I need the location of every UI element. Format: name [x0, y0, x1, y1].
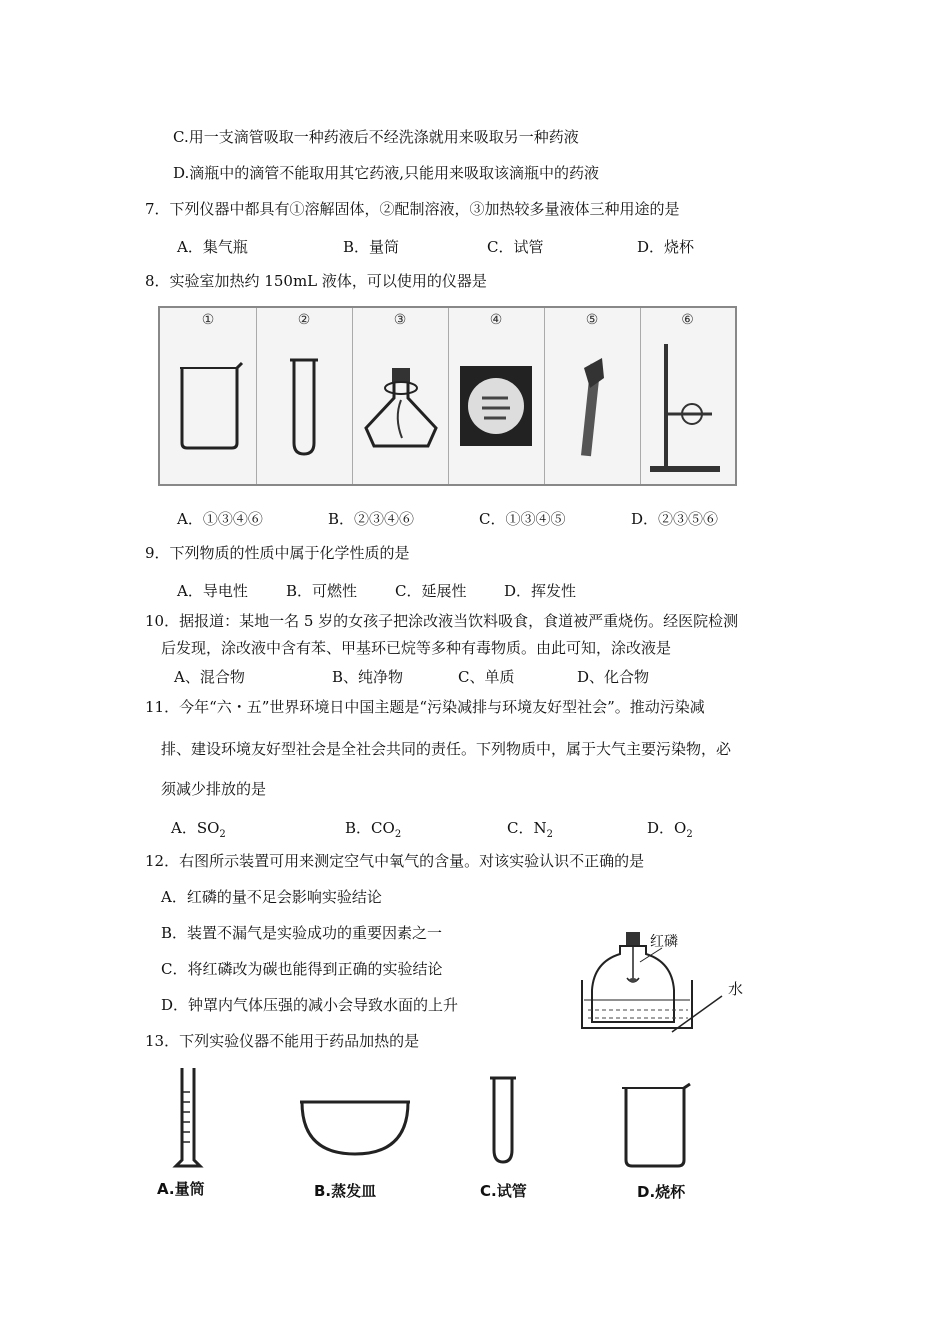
- q8-cell-number: ②: [297, 312, 311, 328]
- q7-option-a: A．集气瓶: [177, 238, 248, 256]
- beaker-icon: [622, 1084, 690, 1166]
- q12-option-d: D．钟罩内气体压强的减小会导致水面的上升: [161, 996, 459, 1014]
- q8-cell-number: ⑥: [681, 312, 694, 328]
- q8-cell-number: ⑤: [585, 312, 599, 328]
- q13-label-c: C.试管: [480, 1182, 527, 1200]
- q8-cell-4: [448, 308, 545, 484]
- question-9: 9．下列物质的性质中属于化学性质的是: [145, 544, 410, 562]
- q8-option-b: B．②③④⑥: [328, 510, 415, 528]
- alcohol-lamp-icon: [352, 308, 448, 484]
- q13-label-a: A.量筒: [157, 1180, 205, 1198]
- q12-bell-jar-figure: [580, 918, 780, 1038]
- q13-label-d: D.烧杯: [637, 1183, 686, 1201]
- wire-gauze-icon: [448, 308, 544, 484]
- question-11-line-3: 须减少排放的是: [161, 780, 267, 798]
- evaporating-dish-icon: [300, 1102, 410, 1154]
- q12-option-c: C．将红磷改为碳也能得到正确的实验结论: [161, 960, 443, 978]
- q9-option-c: C．延展性: [395, 582, 467, 600]
- q8-cell-number: ④: [489, 312, 503, 328]
- q8-apparatus-figure: [158, 306, 737, 486]
- option-line-d: D.滴瓶中的滴管不能取用其它药液,只能用来吸取该滴瓶中的药液: [173, 164, 600, 182]
- q10-option-c: C、单质: [458, 668, 515, 686]
- q7-option-c: C．试管: [487, 238, 544, 256]
- option-line-c: C.用一支滴管吸取一种药液后不经洗涤就用来吸取另一种药液: [173, 128, 579, 146]
- q10-option-a: A、混合物: [174, 668, 245, 686]
- q11-option-d: D．$O_2$: [647, 819, 693, 840]
- q8-cell-number: ①: [201, 312, 215, 328]
- q8-option-c: C．①③④⑤: [479, 510, 566, 528]
- q12-option-b: B．装置不漏气是实验成功的重要因素之一: [161, 924, 443, 942]
- q13-label-b: B.蒸发皿: [314, 1182, 377, 1200]
- question-11-line-1: 11．今年“六・五”世界环境日中国主题是“污染减排与环境友好型社会”。推动污染减: [145, 698, 705, 716]
- q13-instruments-figure: [150, 1062, 710, 1182]
- question-8: 8．实验室加热约 150mL 液体，可以使用的仪器是: [145, 272, 487, 290]
- q9-option-d: D．挥发性: [504, 582, 577, 600]
- test-tube-icon: [256, 308, 352, 484]
- q9-option-a: A．导电性: [177, 582, 248, 600]
- question-11-line-2: 排、建设环境友好型社会是全社会共同的责任。下列物质中，属于大气主要污染物，必: [161, 740, 732, 758]
- q8-cell-number: ③: [393, 312, 407, 328]
- question-7: 7．下列仪器中都具有①溶解固体，②配制溶液，③加热较多量液体三种用途的是: [145, 200, 680, 218]
- q11-option-a: A．$SO_2$: [171, 819, 226, 840]
- question-10-line-1: 10．据报道：某地一名 5 岁的女孩子把涂改液当饮料吸食，食道被严重烧伤。经医院检测: [145, 612, 739, 630]
- test-tube-icon: [490, 1078, 516, 1162]
- q10-option-b: B、纯净物: [332, 668, 404, 686]
- bell-jar-icon: [580, 918, 780, 1038]
- q8-cell-1: [160, 308, 257, 484]
- q12-option-a: A．红磷的量不足会影响实验结论: [161, 888, 382, 906]
- graduated-cylinder-icon: [176, 1068, 200, 1166]
- q8-cell-2: [256, 308, 353, 484]
- q11-option-b: B．$CO_2$: [345, 819, 402, 840]
- q7-option-d: D．烧杯: [637, 238, 695, 256]
- q8-cell-3: [352, 308, 449, 484]
- q9-option-b: B．可燃性: [286, 582, 358, 600]
- test-tube-holder-icon: [544, 308, 640, 484]
- question-12: 12．右图所示装置可用来测定空气中氧气的含量。对该实验认识不正确的是: [145, 852, 645, 870]
- q11-option-c: C．$N_2$: [507, 819, 553, 840]
- question-13: 13．下列实验仪器不能用于药品加热的是: [145, 1032, 420, 1050]
- question-10-line-2: 后发现，涂改液中含有苯、甲基环已烷等多种有毒物质。由此可知，涂改液是: [161, 639, 672, 657]
- red-phosphorus-label: 红磷: [650, 934, 678, 950]
- q8-option-d: D．②③⑤⑥: [631, 510, 719, 528]
- q8-option-a: A．①③④⑥: [177, 510, 263, 528]
- q7-option-b: B．量筒: [343, 238, 400, 256]
- q8-cell-5: [544, 308, 641, 484]
- q8-cell-6: [640, 308, 735, 484]
- iron-stand-icon: [640, 308, 735, 484]
- q10-option-d: D、化合物: [577, 668, 650, 686]
- beaker-icon: [160, 308, 256, 484]
- water-label: 水: [728, 980, 744, 998]
